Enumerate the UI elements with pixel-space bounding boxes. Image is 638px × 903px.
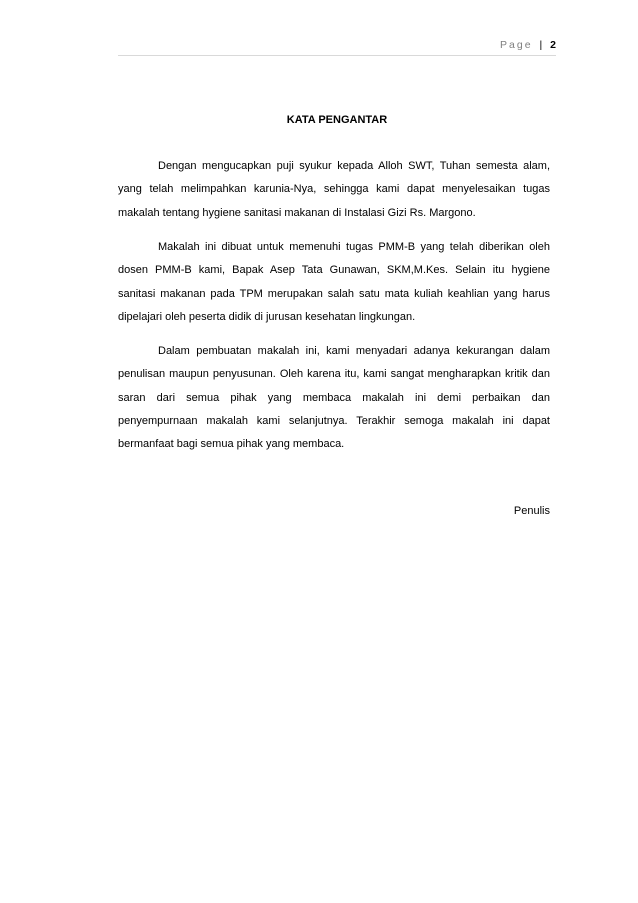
paragraph: Dengan mengucapkan puji syukur kepada Alloh SWT, Tuhan semesta alam, yang telah melimpahkan karunia-Nya, sehingga kami dapat menyelesaikan tugas makalah tentang hygiene sanitasi makanan di Instalasi Gizi Rs. Margono.	[118, 160, 550, 219]
page-header	[500, 39, 556, 51]
page-label: Page	[500, 39, 533, 51]
paragraph: Dalam pembuatan makalah ini, kami menyadari adanya kekurangan dalam penulisan maupun penyusunan. Oleh karena itu, kami sangat mengharapkan kritik dan saran dari semua pihak yang membaca makalah ini demi perbaikan dan penyempurnaan makalah kami selanjutnya. Terakhir semoga makalah ini dapat bermanfaat bagi semua pihak yang membaca.	[118, 345, 550, 451]
paragraph-2-block	[118, 236, 550, 329]
paragraph-1-block	[118, 155, 550, 225]
signature: Penulis	[513, 505, 550, 517]
page-number: 2	[550, 39, 556, 51]
header-separator: |	[539, 39, 543, 51]
paragraph-3-block	[118, 340, 550, 456]
paragraph: Makalah ini dibuat untuk memenuhi tugas PMM-B yang telah diberikan oleh dosen PMM-B kami, Bapak Asep Tata Gunawan, SKM,M.Kes. Selain itu hygiene sanitasi makanan pada TPM merupakan salah satu mata kuliah keahlian yang harus dipelajari oleh peserta didik di jurusan kesehatan lingkungan.	[118, 241, 550, 323]
page-title: KATA PENGANTAR	[286, 114, 388, 126]
header-divider	[118, 55, 556, 56]
